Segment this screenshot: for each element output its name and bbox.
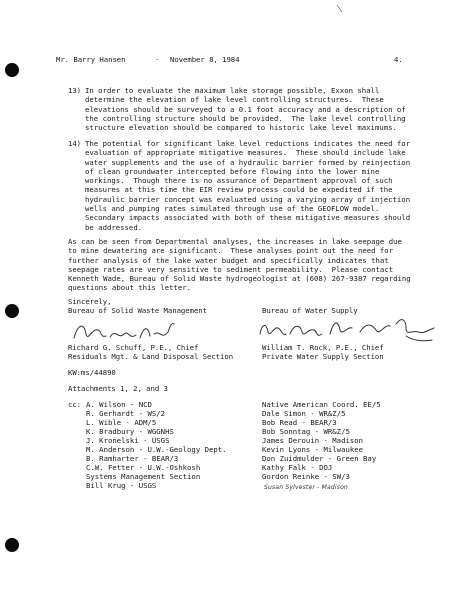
- left-signer-name: Richard G. Schuff, P.E., Chief: [68, 343, 199, 352]
- punch-hole-middle: [5, 304, 19, 318]
- right-handwritten-signature: [256, 310, 441, 346]
- right-bureau: Bureau of Water Supply: [262, 306, 358, 315]
- sincerely-label: Sincerely,: [68, 297, 112, 306]
- right-signer-name: William T. Rock, P.E., Chief: [262, 343, 384, 352]
- attachments-line: Attachments 1, 2, and 3: [68, 384, 168, 393]
- text-line: evaluation of appropriate mitigative measures. These should include lake: [85, 148, 406, 158]
- text-line: The potential for significant lake level reductions indicates the need for: [85, 139, 411, 148]
- text-line: of clean groundwater intercepted before flowing into the lower mine: [85, 166, 380, 176]
- reference-initials: KW:ms/44890: [68, 368, 116, 377]
- text-line: In order to evaluate the maximum lake storage possible, Exxon shall: [85, 86, 380, 95]
- list-item: Systems Management Section: [86, 472, 201, 481]
- stray-pen-mark: [336, 4, 344, 14]
- list-item: K. Bradbury - WGGNHS: [86, 427, 174, 436]
- text-line: be addressed.: [85, 222, 143, 232]
- list-item: B. Ramharter - BEAR/3: [86, 454, 179, 463]
- item-14-text: [85, 139, 410, 232]
- text-line: water supplements and the use of a hydraulic barrier formed by reinjection: [85, 157, 411, 167]
- list-item: Gordon Reinke - SW/3: [262, 472, 350, 481]
- text-line: Secondary impacts associated with both of these mitigative measures should: [85, 213, 411, 223]
- list-item: Native American Coord. EE/5: [262, 400, 381, 409]
- text-line: questions about this letter.: [68, 283, 192, 293]
- right-signer-title: Private Water Supply Section: [262, 352, 384, 361]
- list-item: Bill Krug - USGS: [86, 481, 157, 490]
- page-number: 4.: [394, 55, 403, 64]
- list-item: Kevin Lyons - Milwaukee: [262, 445, 364, 454]
- punch-hole-top: [5, 63, 19, 77]
- item-number: 14): [68, 139, 82, 148]
- list-item: J. Kronelski - USGS: [86, 436, 170, 445]
- cc-list-left: [86, 400, 227, 490]
- cc-label: cc:: [68, 400, 82, 409]
- text-line: workings. Though there is no assurance of Department approval of such: [85, 176, 393, 186]
- header-recipient: Mr. Barry Hansen: [56, 55, 126, 64]
- left-signer-title: Residuals Mgt. & Land Disposal Section: [68, 352, 234, 361]
- text-line: hydraulic barrier concept was evaluated using a varying array of injection: [85, 194, 411, 204]
- list-item: C.W. Fetter - U.W.-Oshkosh: [86, 463, 201, 472]
- text-line: structure elevation should be compared to historic lake level maximums.: [85, 123, 397, 133]
- list-item: Kathy Falk - DOJ: [262, 463, 333, 472]
- handwritten-cc-addition: Susan Sylvester - Madison: [264, 484, 348, 491]
- list-item: Bob Read - BEAR/3: [262, 418, 337, 427]
- text-line: determine the elevation of lake level controlling structures. These: [85, 95, 384, 105]
- item-number: 13): [68, 86, 82, 95]
- list-item: Don Zuidmulder - Green Bay: [262, 454, 377, 463]
- text-line: wells and pumping rates simulated through use of the GEOFLOW model.: [85, 204, 380, 214]
- punch-hole-bottom: [5, 538, 19, 552]
- left-bureau: Bureau of Solid Waste Management: [68, 306, 207, 315]
- text-line: Kenneth Wade, Bureau of Solid Waste hydrogeologist at (608) 267-9387 regarding: [68, 274, 411, 284]
- text-line: the controlling structure should be provided. The lake level controlling: [85, 113, 406, 123]
- text-line: elevations should be surveyed to a 0.1 foot accuracy and a description of: [85, 104, 406, 114]
- text-line: As can be seen from Departmental analyses, the increases in lake seepage due: [68, 237, 402, 246]
- list-item: Dale Simon - WR&Z/5: [262, 409, 346, 418]
- list-item: M. Anderson - U.W.-Geology Dept.: [86, 445, 227, 454]
- closing-paragraph: [68, 237, 411, 293]
- text-line: measures at this time the EIR review process could be expedited if the: [85, 185, 393, 195]
- list-item: A. Wilson - NCD: [86, 400, 152, 409]
- list-item: R. Gerhardt - WS/2: [86, 409, 166, 418]
- item-13-text: [85, 86, 406, 132]
- text-line: seepage rates are very sensitive to sediment permeability. Please contact: [68, 264, 394, 274]
- text-line: further analysis of the lake water budget and specifically indicates that: [68, 255, 389, 265]
- list-item: Bob Sonntag - WR&Z/5: [262, 427, 350, 436]
- left-handwritten-signature: [70, 316, 180, 346]
- header-date: November 8, 1984: [170, 55, 240, 64]
- text-line: to mine dewatering are significant. These analyses point out the need for: [68, 246, 394, 256]
- list-item: James Derouin - Madison: [262, 436, 364, 445]
- header-separator: -: [155, 55, 160, 64]
- cc-list-right: [262, 400, 381, 481]
- list-item: L. Wible - ADM/5: [86, 418, 157, 427]
